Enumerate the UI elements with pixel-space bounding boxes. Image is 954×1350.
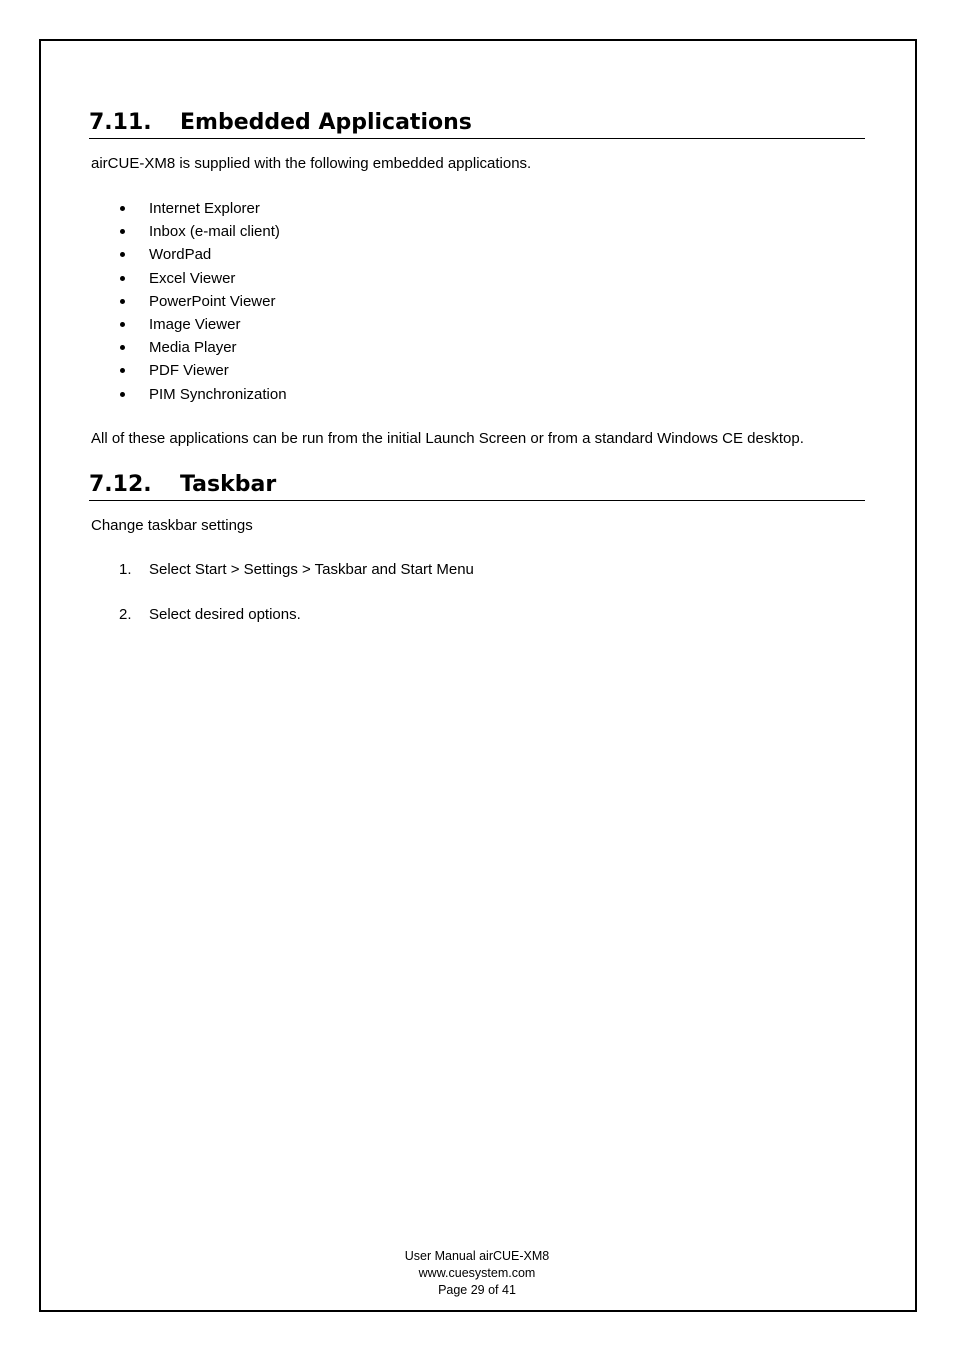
footer-manual-title: User Manual airCUE-XM8 xyxy=(404,1249,550,1263)
page-footer xyxy=(39,1248,915,1299)
bullet-icon xyxy=(120,252,125,257)
bullet-icon xyxy=(120,299,125,304)
section-number: 7.11. xyxy=(89,110,152,135)
bullet-icon xyxy=(120,276,125,281)
step-number: 2. xyxy=(119,606,132,623)
bullet-icon xyxy=(120,229,125,234)
list-item: WordPad xyxy=(91,246,287,269)
list-item: Internet Explorer xyxy=(91,200,287,223)
list-item: Inbox (e-mail client) xyxy=(91,223,287,246)
bullet-icon xyxy=(120,345,125,350)
list-item: PDF Viewer xyxy=(91,362,287,385)
list-item xyxy=(91,561,474,579)
footer-website: www.cuesystem.com xyxy=(418,1266,536,1280)
footer-page-number: Page 29 of 41 xyxy=(438,1283,516,1297)
list-item xyxy=(91,606,474,624)
section-heading-7-11 xyxy=(89,110,865,139)
list-item: Image Viewer xyxy=(91,316,287,339)
list-item: Media Player xyxy=(91,339,287,362)
section-title: Embedded Applications xyxy=(180,110,472,135)
bullet-icon xyxy=(120,206,125,211)
applications-list xyxy=(91,200,287,409)
bullet-icon xyxy=(120,368,125,373)
taskbar-intro-paragraph: Change taskbar settings xyxy=(91,517,253,534)
section-taskbar xyxy=(89,472,865,501)
section-heading-7-12 xyxy=(89,472,865,501)
section-embedded-applications xyxy=(89,110,865,139)
taskbar-steps-list xyxy=(91,561,474,624)
section-number: 7.12. xyxy=(89,472,152,497)
bullet-icon xyxy=(120,392,125,397)
section-title: Taskbar xyxy=(180,472,277,497)
list-item: Excel Viewer xyxy=(91,270,287,293)
step-text: Select Start > Settings > Taskbar and Start Menu xyxy=(149,561,474,578)
intro-paragraph: airCUE-XM8 is supplied with the following embedded applications. xyxy=(91,155,532,172)
list-item: PIM Synchronization xyxy=(91,386,287,409)
closing-paragraph: All of these applications can be run from the initial Launch Screen or from a standard Windows CE desktop. xyxy=(91,430,804,447)
step-text: Select desired options. xyxy=(149,606,301,623)
list-item: PowerPoint Viewer xyxy=(91,293,287,316)
bullet-icon xyxy=(120,322,125,327)
step-number: 1. xyxy=(119,561,132,578)
